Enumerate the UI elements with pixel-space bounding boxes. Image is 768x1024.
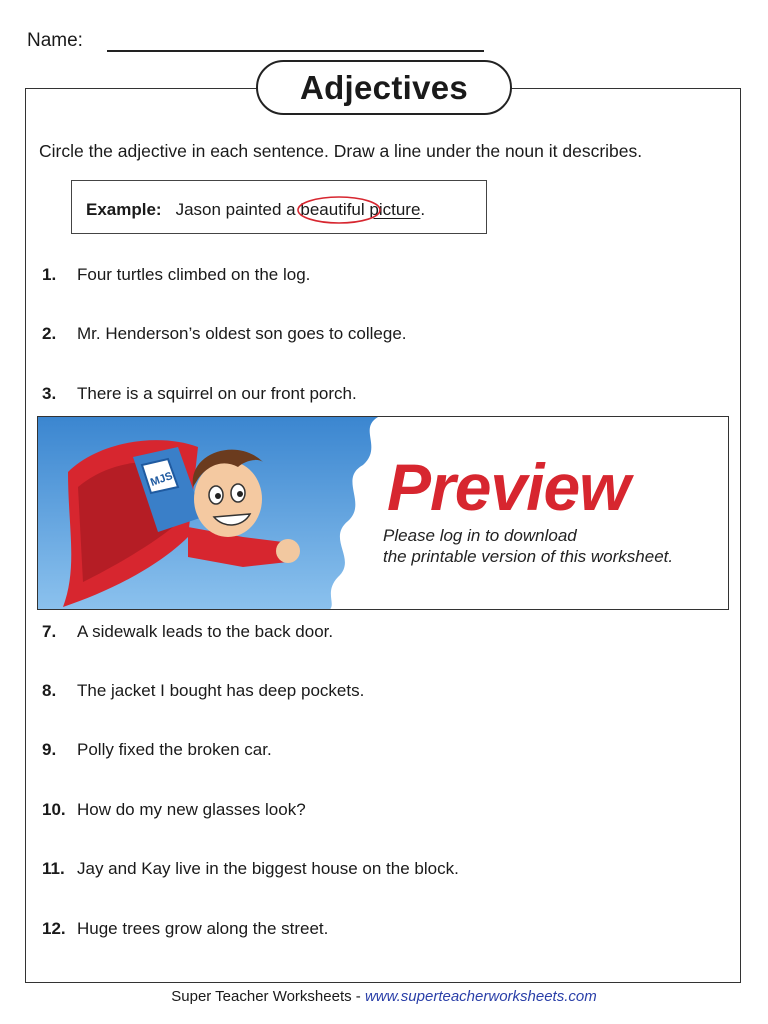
name-row: [27, 30, 83, 52]
question-3: 3. There is a squirrel on our front porch.: [42, 384, 357, 403]
footer: [0, 988, 768, 1005]
example-before: Jason painted a: [175, 200, 296, 219]
question-2: 2. Mr. Henderson’s oldest son goes to college.: [42, 324, 407, 343]
preview-title: Preview: [387, 450, 630, 524]
footer-separator: -: [351, 988, 365, 1005]
svg-text:MJS: MJS: [148, 469, 175, 489]
preview-line-1: Please log in to download: [383, 526, 577, 545]
example-after: .: [420, 200, 426, 219]
page-title: Adjectives: [256, 60, 512, 115]
preview-message: [383, 525, 673, 567]
example-label: Example:: [86, 200, 162, 219]
question-11: 11. Jay and Kay live in the biggest house on the block.: [42, 859, 459, 878]
question-7: 7. A sidewalk leads to the back door.: [42, 622, 334, 641]
question-12: 12. Huge trees grow along the street.: [42, 919, 329, 938]
footer-link[interactable]: www.superteacherworksheets.com: [364, 988, 597, 1005]
example-noun: picture: [369, 200, 421, 219]
example-adjective: beautiful: [300, 200, 364, 220]
name-label: Name:: [27, 30, 83, 51]
instructions: Circle the adjective in each sentence. Draw a line under the noun it describes.: [39, 141, 643, 161]
preview-line-2: the printable version of this worksheet.: [383, 547, 674, 566]
question-1: 1. Four turtles climbed on the log.: [42, 265, 311, 284]
question-8: 8. The jacket I bought has deep pockets.: [42, 681, 365, 700]
preview-banner[interactable]: [37, 416, 729, 610]
example-box: [71, 180, 487, 234]
example-text: [86, 200, 425, 220]
question-9: 9. Polly fixed the broken car.: [42, 740, 272, 759]
circle-mark: [296, 195, 382, 225]
footer-site: Super Teacher Worksheets: [171, 988, 352, 1005]
name-line[interactable]: [107, 50, 484, 52]
question-10: 10. How do my new glasses look?: [42, 800, 306, 819]
